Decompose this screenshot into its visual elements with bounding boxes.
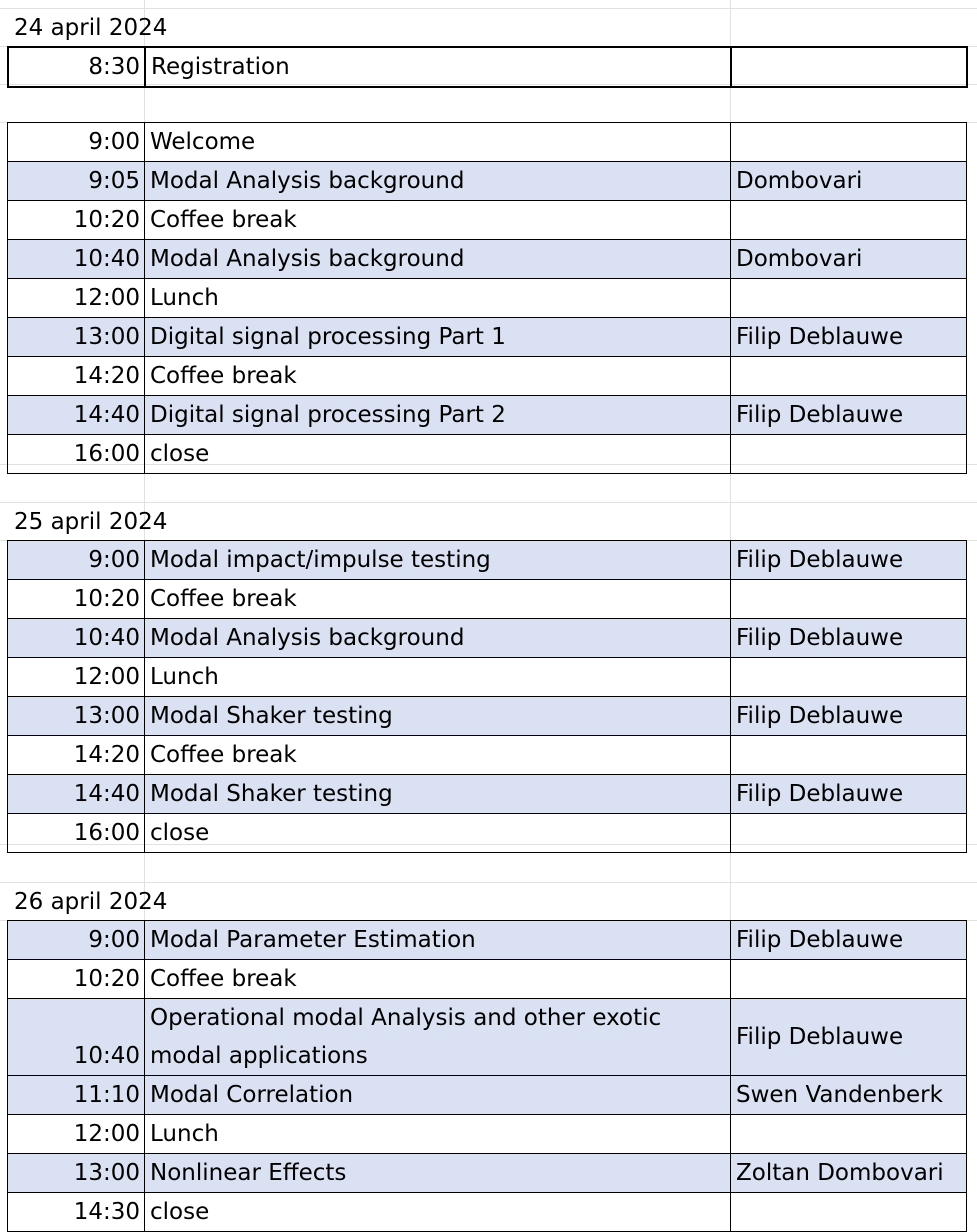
speaker-cell <box>731 201 967 240</box>
activity-cell: Nonlinear Effects <box>145 1154 731 1193</box>
day-3-date: 26 april 2024 <box>14 889 168 915</box>
table-row <box>8 1193 967 1232</box>
time-cell: 14:30 <box>8 1193 145 1232</box>
activity-cell: Registration <box>145 47 731 87</box>
day-1-date: 24 april 2024 <box>14 15 168 41</box>
table-row <box>8 357 967 396</box>
table-row <box>8 318 967 357</box>
speaker-cell <box>731 960 967 999</box>
speaker-cell <box>731 580 967 619</box>
table-row <box>8 47 967 87</box>
table-row <box>8 123 967 162</box>
table-row <box>8 697 967 736</box>
day-1-schedule <box>7 122 967 474</box>
speaker-cell <box>731 1193 967 1232</box>
activity-cell: Modal Analysis background <box>145 619 731 658</box>
speaker-cell: Filip Deblauwe <box>731 541 967 580</box>
time-cell: 8:30 <box>8 47 145 87</box>
speaker-cell: Filip Deblauwe <box>731 775 967 814</box>
time-cell: 14:40 <box>8 775 145 814</box>
day-3-schedule <box>7 920 967 1232</box>
activity-cell: Operational modal Analysis and other exotic modal applications <box>145 999 731 1076</box>
table-row <box>8 541 967 580</box>
time-cell: 13:00 <box>8 318 145 357</box>
speaker-cell: Swen Vandenberk <box>731 1076 967 1115</box>
time-cell: 14:20 <box>8 357 145 396</box>
speaker-cell: Filip Deblauwe <box>731 697 967 736</box>
table-row <box>8 1154 967 1193</box>
time-cell: 16:00 <box>8 814 145 853</box>
activity-cell: close <box>145 814 731 853</box>
table-row <box>8 775 967 814</box>
table-row <box>8 658 967 697</box>
activity-cell: Modal Shaker testing <box>145 697 731 736</box>
time-cell: 11:10 <box>8 1076 145 1115</box>
speaker-cell <box>731 123 967 162</box>
speaker-cell: Filip Deblauwe <box>731 396 967 435</box>
activity-cell: Welcome <box>145 123 731 162</box>
activity-cell: Coffee break <box>145 201 731 240</box>
time-cell: 12:00 <box>8 279 145 318</box>
time-cell: 12:00 <box>8 1115 145 1154</box>
time-cell: 12:00 <box>8 658 145 697</box>
activity-cell: close <box>145 1193 731 1232</box>
activity-cell: Modal impact/impulse testing <box>145 541 731 580</box>
table-row <box>8 396 967 435</box>
activity-cell: Coffee break <box>145 736 731 775</box>
time-cell: 10:40 <box>8 240 145 279</box>
activity-cell: Coffee break <box>145 357 731 396</box>
table-row <box>8 960 967 999</box>
activity-cell: Lunch <box>145 658 731 697</box>
time-cell: 10:20 <box>8 580 145 619</box>
activity-cell: Modal Shaker testing <box>145 775 731 814</box>
speaker-cell: Zoltan Dombovari <box>731 1154 967 1193</box>
activity-cell: Digital signal processing Part 2 <box>145 396 731 435</box>
speaker-cell: Filip Deblauwe <box>731 619 967 658</box>
time-cell: 9:00 <box>8 921 145 960</box>
speaker-cell: Filip Deblauwe <box>731 921 967 960</box>
activity-cell: close <box>145 435 731 474</box>
activity-cell: Lunch <box>145 1115 731 1154</box>
speaker-cell <box>731 435 967 474</box>
table-row <box>8 580 967 619</box>
table-row <box>8 814 967 853</box>
time-cell: 10:40 <box>8 619 145 658</box>
day-2-date: 25 april 2024 <box>14 509 168 535</box>
time-cell: 9:00 <box>8 541 145 580</box>
speaker-cell: Filip Deblauwe <box>731 318 967 357</box>
time-cell: 9:05 <box>8 162 145 201</box>
time-cell: 14:40 <box>8 396 145 435</box>
speaker-cell <box>731 814 967 853</box>
table-row <box>8 619 967 658</box>
table-row <box>8 736 967 775</box>
speaker-cell <box>731 47 967 87</box>
speaker-cell: Dombovari <box>731 162 967 201</box>
table-row <box>8 921 967 960</box>
time-cell: 10:40 <box>8 999 145 1076</box>
speaker-cell: Filip Deblauwe <box>731 999 967 1076</box>
table-row <box>8 1076 967 1115</box>
table-row <box>8 240 967 279</box>
time-cell: 10:20 <box>8 201 145 240</box>
activity-cell: Coffee break <box>145 580 731 619</box>
activity-cell: Modal Correlation <box>145 1076 731 1115</box>
time-cell: 13:00 <box>8 697 145 736</box>
speaker-cell <box>731 736 967 775</box>
speaker-cell <box>731 1115 967 1154</box>
activity-cell: Digital signal processing Part 1 <box>145 318 731 357</box>
time-cell: 14:20 <box>8 736 145 775</box>
table-row <box>8 279 967 318</box>
activity-cell: Modal Parameter Estimation <box>145 921 731 960</box>
speaker-cell <box>731 279 967 318</box>
time-cell: 16:00 <box>8 435 145 474</box>
time-cell: 13:00 <box>8 1154 145 1193</box>
table-row <box>8 162 967 201</box>
time-cell: 9:00 <box>8 123 145 162</box>
table-row <box>8 999 967 1076</box>
registration-table <box>7 46 968 88</box>
time-cell: 10:20 <box>8 960 145 999</box>
activity-cell: Modal Analysis background <box>145 240 731 279</box>
activity-cell: Coffee break <box>145 960 731 999</box>
activity-cell: Modal Analysis background <box>145 162 731 201</box>
speaker-cell <box>731 658 967 697</box>
table-row <box>8 201 967 240</box>
speaker-cell: Dombovari <box>731 240 967 279</box>
activity-cell: Lunch <box>145 279 731 318</box>
table-row <box>8 1115 967 1154</box>
speaker-cell <box>731 357 967 396</box>
day-2-schedule <box>7 540 967 853</box>
table-row <box>8 435 967 474</box>
